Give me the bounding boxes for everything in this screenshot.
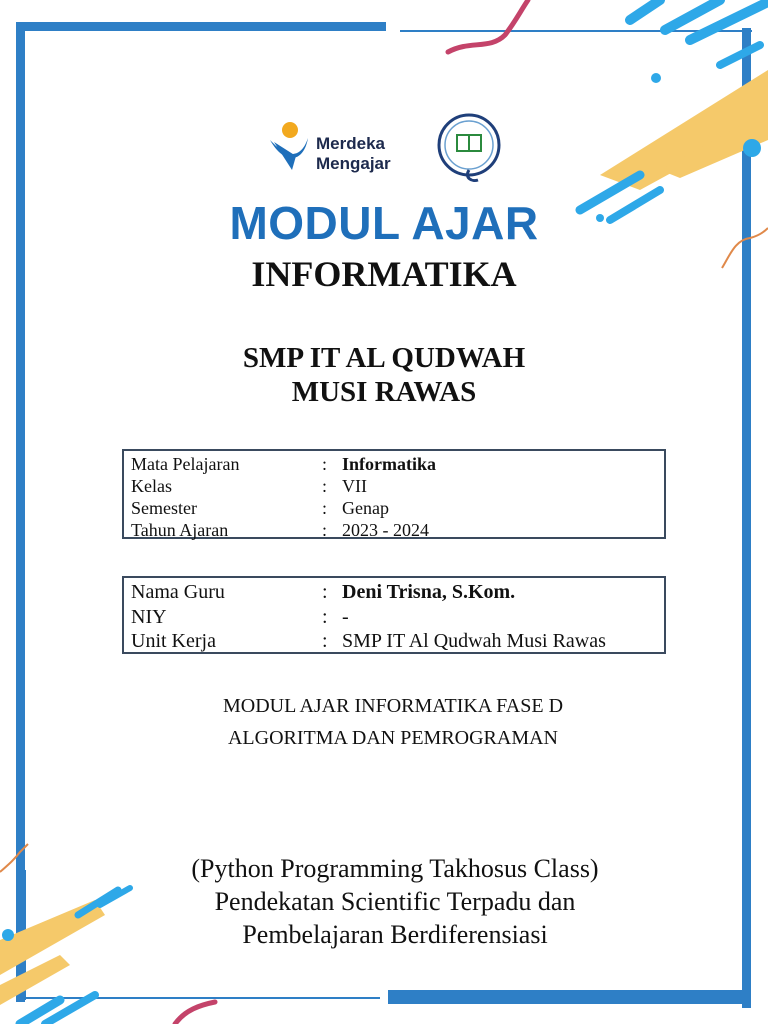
cyan-stroke-1 (630, 0, 660, 20)
pink-squiggle-top (448, 0, 528, 52)
info-colon: : (322, 476, 328, 496)
info-label: Semester (131, 498, 197, 518)
pink-squiggle-bottom (175, 1002, 215, 1024)
info-row (124, 475, 664, 497)
teacher-label: NIY (131, 605, 167, 628)
phase-line1: MODUL AJAR INFORMATIKA FASE D (222, 695, 564, 717)
merdeka-line1: Merdeka (316, 134, 385, 153)
cyan-dot-2 (743, 139, 761, 157)
module-title: MODUL AJAR (229, 197, 539, 249)
merdeka-mengajar-text (316, 134, 391, 174)
info-colon: : (322, 520, 328, 540)
info-value: Genap (342, 498, 389, 518)
teacher-value: SMP IT Al Qudwah Musi Rawas (342, 630, 606, 652)
closing-line1: (Python Programming Takhosus Class) (191, 854, 599, 883)
merdeka-line2: Mengajar (316, 154, 391, 173)
info-row (124, 497, 664, 519)
teacher-value: Deni Trisna, S.Kom. (342, 581, 516, 603)
teacher-label: Nama Guru (131, 581, 225, 603)
teacher-row (124, 629, 664, 654)
frame-bottom-bar (388, 990, 751, 1004)
info-label: Mata Pelajaran (131, 454, 240, 474)
teacher-colon: : (322, 605, 328, 628)
closing-description (0, 852, 768, 951)
school-emblem-icon (434, 112, 504, 184)
info-value: Informatika (342, 454, 436, 474)
teacher-value: - (342, 605, 349, 628)
closing-line2: Pendekatan Scientific Terpadu dan (214, 887, 576, 916)
school-line1: SMP IT AL QUDWAH (242, 342, 526, 374)
closing-line3: Pembelajaran Berdiferensiasi (242, 920, 548, 949)
merdeka-mengajar-icon (268, 120, 312, 174)
phase-line2: ALGORITMA DAN PEMROGRAMAN (227, 727, 559, 749)
course-info-box (122, 449, 666, 539)
info-row (124, 453, 664, 475)
teacher-row (124, 605, 664, 630)
info-value: 2023 - 2024 (342, 520, 429, 540)
teacher-colon: : (322, 630, 328, 652)
header-logos (268, 112, 508, 192)
info-label: Kelas (131, 476, 172, 496)
teacher-colon: : (322, 581, 328, 603)
subject-title: INFORMATIKA (251, 254, 517, 294)
info-value: VII (342, 476, 367, 496)
teacher-info-box (122, 576, 666, 654)
merdeka-mengajar-logo (268, 120, 418, 180)
teacher-label: Unit Kerja (131, 630, 216, 652)
cyan-dot-1 (651, 73, 661, 83)
teacher-row (124, 580, 664, 605)
info-row (124, 519, 664, 541)
info-colon: : (322, 454, 328, 474)
frame-top-bar (16, 22, 386, 31)
school-name (0, 341, 768, 409)
info-label: Tahun Ajaran (131, 520, 229, 540)
phase-description (0, 690, 768, 754)
cyan-stroke-4 (720, 45, 760, 65)
school-line2: MUSI RAWAS (291, 376, 477, 408)
info-colon: : (322, 498, 328, 518)
